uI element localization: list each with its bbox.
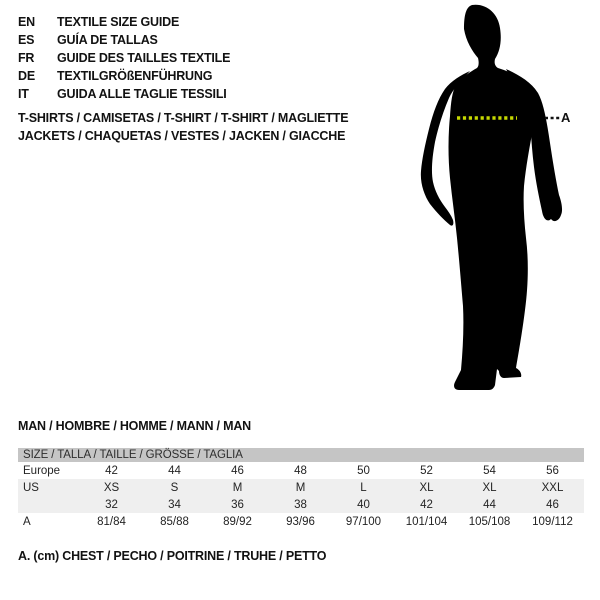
table-cell: 46 bbox=[546, 498, 559, 511]
section-title-man: MAN / HOMBRE / HOMME / MANN / MAN bbox=[18, 419, 251, 433]
language-code: IT bbox=[18, 87, 29, 101]
table-cell: 42 bbox=[105, 464, 118, 477]
language-title: GUIDE DES TAILLES TEXTILE bbox=[57, 51, 231, 65]
size-table-header: SIZE / TALLA / TAILLE / GRÖSSE / TAGLIA bbox=[18, 448, 584, 462]
product-types-jackets: JACKETS / CHAQUETAS / VESTES / JACKEN / GIACCHE bbox=[18, 128, 346, 143]
table-row bbox=[18, 462, 584, 479]
table-row bbox=[18, 479, 584, 496]
measurement-footnote: A. (cm) CHEST / PECHO / POITRINE / TRUHE / PETTO bbox=[18, 549, 327, 563]
table-cell: 50 bbox=[357, 464, 370, 477]
size-table-body bbox=[18, 462, 584, 530]
table-row-label: A bbox=[23, 515, 31, 528]
table-cell: 56 bbox=[546, 464, 559, 477]
table-cell: L bbox=[360, 481, 367, 494]
table-row-label: Europe bbox=[23, 464, 61, 477]
language-code: FR bbox=[18, 51, 35, 65]
table-cell: XS bbox=[103, 481, 120, 494]
table-cell: 36 bbox=[231, 498, 244, 511]
table-cell: XL bbox=[419, 481, 434, 494]
table-cell: 48 bbox=[294, 464, 307, 477]
table-cell: XL bbox=[482, 481, 497, 494]
table-cell: 40 bbox=[357, 498, 370, 511]
table-cell: 46 bbox=[231, 464, 244, 477]
table-cell: XXL bbox=[541, 481, 564, 494]
language-code: DE bbox=[18, 69, 35, 83]
table-row bbox=[18, 496, 584, 513]
table-cell: 81/84 bbox=[97, 515, 126, 528]
table-cell: 97/100 bbox=[345, 515, 382, 528]
table-cell: 89/92 bbox=[223, 515, 252, 528]
table-cell: 44 bbox=[483, 498, 496, 511]
table-cell: 85/88 bbox=[160, 515, 189, 528]
language-title: GUÍA DE TALLAS bbox=[57, 33, 158, 47]
language-code: ES bbox=[18, 33, 35, 47]
table-cell: 52 bbox=[420, 464, 433, 477]
table-cell: M bbox=[295, 481, 306, 494]
size-table bbox=[18, 448, 584, 530]
table-cell: 34 bbox=[168, 498, 181, 511]
man-body-shape bbox=[449, 5, 538, 390]
language-title: TEXTILE SIZE GUIDE bbox=[57, 15, 180, 29]
table-cell: 105/108 bbox=[468, 515, 511, 528]
table-cell: M bbox=[232, 481, 243, 494]
table-cell: S bbox=[170, 481, 179, 494]
table-cell: 93/96 bbox=[286, 515, 315, 528]
measure-a-label: A bbox=[561, 110, 571, 125]
language-title: TEXTILGRÖßENFÜHRUNG bbox=[57, 69, 213, 83]
product-types-tshirts: T-SHIRTS / CAMISETAS / T-SHIRT / T-SHIRT / MAGLIETTE bbox=[18, 111, 349, 125]
table-cell: 38 bbox=[294, 498, 307, 511]
table-cell: 32 bbox=[105, 498, 118, 511]
table-cell: 44 bbox=[168, 464, 181, 477]
table-cell: 101/104 bbox=[405, 515, 448, 528]
table-cell: 42 bbox=[420, 498, 433, 511]
table-cell: 109/112 bbox=[532, 515, 573, 528]
language-title: GUIDA ALLE TAGLIE TESSILI bbox=[57, 87, 227, 101]
language-code: EN bbox=[18, 15, 35, 29]
table-cell: 54 bbox=[483, 464, 496, 477]
table-row bbox=[18, 513, 584, 530]
table-row-label: US bbox=[23, 481, 39, 494]
